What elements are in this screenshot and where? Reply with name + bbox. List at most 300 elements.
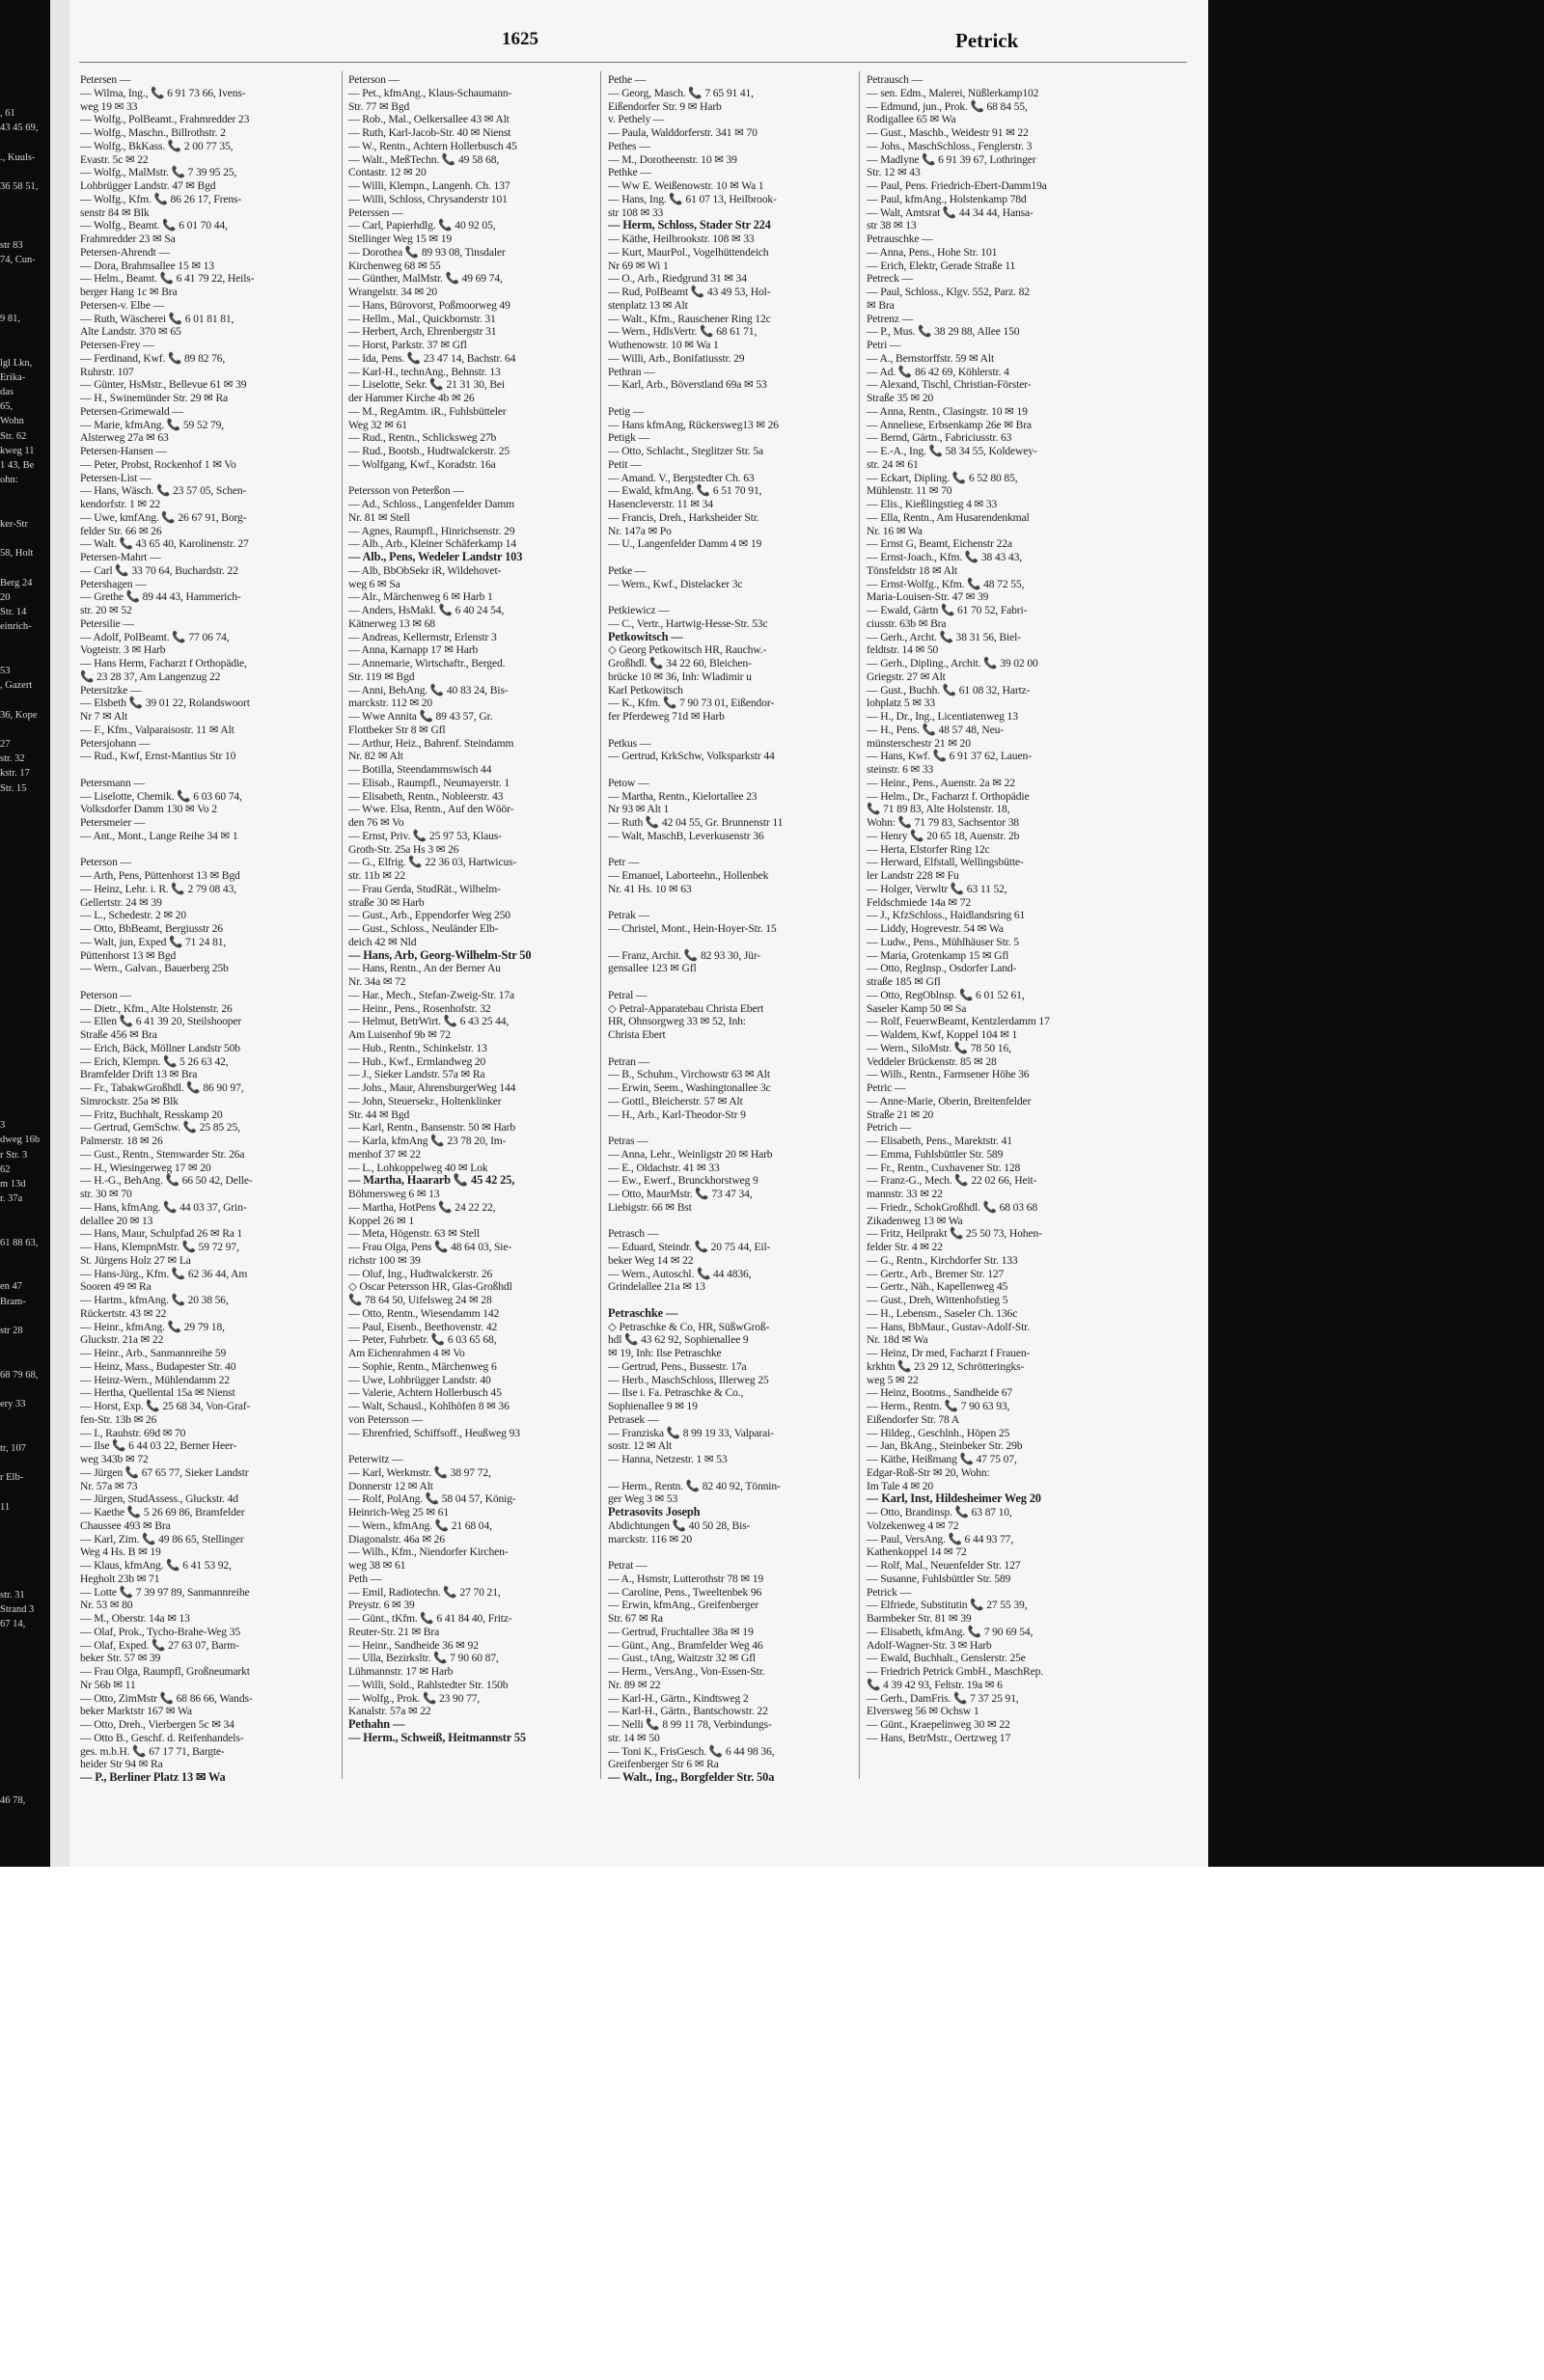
directory-entry-line: — Jürgen 📞 67 65 77, Sieker Landstr	[80, 1465, 249, 1479]
margin-fragment: 65,	[0, 401, 14, 413]
directory-entry-line	[608, 936, 861, 949]
margin-fragment: 11	[0, 1501, 11, 1513]
directory-entry-line: Petrasek —	[608, 1412, 659, 1426]
directory-entry-line: — B., Schuhm., Virchowstr 63 ✉ Alt	[608, 1068, 770, 1081]
directory-entry-line: Petersen-v. Elbe —	[80, 298, 165, 312]
directory-entry-line: — Amand. V., Bergstedter Ch. 63	[608, 471, 755, 484]
directory-entry-line: — Ferdinand, Kwf. 📞 89 82 76,	[80, 351, 226, 365]
directory-entry-line: — Dietr., Kfm., Alte Holstenstr. 26	[80, 1001, 233, 1015]
margin-fragment	[0, 2248, 50, 2262]
directory-entry-line: — Alexand, Tischl, Christian-Förster-	[867, 378, 1032, 392]
directory-entry-line: v. Pethely —	[608, 113, 665, 126]
margin-fragment: en 47	[0, 1281, 23, 1293]
directory-entry-line: Petersen-Mahrt —	[80, 551, 161, 563]
directory-column-2	[348, 73, 601, 1773]
margin-fragment	[0, 943, 50, 957]
directory-entry-line: — Gust., Dreh, Wittenhofstieg 5	[867, 1294, 1008, 1306]
margin-fragment: ker-Str	[0, 518, 28, 530]
directory-entry-line: straße 185 ✉ Gfl	[867, 975, 941, 988]
right-scan-border	[1208, 0, 1544, 1867]
directory-entry-line: — Har., Mech., Stefan-Zweig-Str. 17a	[348, 988, 515, 1001]
margin-fragment	[0, 2189, 50, 2203]
directory-entry-line: str. 14 ✉ 50	[608, 1731, 660, 1744]
directory-entry-line	[80, 763, 333, 777]
directory-entry-line: — Alb, BbObSekr iR, Wildehovet-	[348, 563, 502, 577]
directory-entry-line: — Otto, ZimMstr 📞 68 86 66, Wands-	[80, 1691, 253, 1705]
directory-entry-line: Peterssen —	[348, 205, 403, 219]
directory-entry-line: — Eckart, Dipling. 📞 6 52 80 85,	[867, 471, 1018, 484]
directory-entry-line: — G., Rentn., Kirchdorfer Str. 133	[867, 1253, 1018, 1267]
directory-entry-line	[348, 472, 601, 485]
directory-entry-line: — Madlyne 📞 6 91 39 67, Lothringer	[867, 152, 1036, 166]
margin-fragment: ohn:	[0, 475, 18, 486]
directory-entry-line: Petrasch —	[608, 1227, 659, 1241]
directory-entry-line: — Herbert, Arch, Ehrenbergstr 31	[348, 325, 497, 339]
margin-fragment	[0, 810, 50, 825]
margin-fragment	[0, 855, 50, 869]
directory-entry-line: — Rud., Kwf, Ernst-Mantius Str 10	[80, 750, 236, 763]
directory-entry-line	[608, 843, 861, 857]
directory-entry-line: ✉ Bra	[867, 298, 895, 312]
margin-fragment	[0, 693, 50, 707]
margin-fragment	[0, 1676, 50, 1690]
directory-entry-line	[80, 843, 333, 857]
margin-fragment: 68 79 68,	[0, 1369, 39, 1381]
directory-entry-line: — Olaf, Exped. 📞 27 63 07, Barm-	[80, 1638, 239, 1652]
margin-fragment: dweg 16b	[0, 1135, 41, 1146]
directory-entry-line: — Herm., Rentn. 📞 7 90 63 93,	[867, 1400, 1010, 1412]
margin-fragment	[0, 1456, 50, 1470]
directory-entry-line: Gluckstr. 21a ✉ 22	[80, 1333, 164, 1347]
margin-fragment: 3	[0, 1120, 6, 1132]
directory-entry-line: Kirchenweg 68 ✉ 55	[348, 259, 441, 272]
margin-fragment: 43 45 69,	[0, 123, 39, 134]
directory-entry-line: richstr 100 ✉ 39	[348, 1253, 421, 1267]
directory-entry-line: Simrockstr. 25a ✉ Blk	[80, 1094, 179, 1108]
directory-entry-line: — Liselotte, Sekr. 📞 21 31 30, Bei	[348, 378, 505, 392]
directory-entry-line: Petrauschke —	[867, 233, 933, 245]
margin-fragment	[0, 561, 50, 576]
directory-entry-line: — Emil, Radiotechn. 📞 27 70 21,	[348, 1585, 501, 1599]
directory-entry-line: Am Eichenrahmen 4 ✉ Vo	[348, 1347, 465, 1359]
directory-entry-line: — Hub., Rentn., Schinkelstr. 13	[348, 1041, 487, 1054]
directory-entry-line: Petershagen —	[80, 577, 147, 590]
margin-fragment	[0, 649, 50, 664]
margin-fragment	[0, 1016, 50, 1030]
directory-entry-line: marckstr. 112 ✉ 20	[348, 697, 433, 710]
directory-entry-line: — Franziska 📞 8 99 19 33, Valparai-	[608, 1426, 774, 1439]
directory-entry-line: beker Str. 57 ✉ 39	[80, 1652, 161, 1665]
directory-column-1	[80, 73, 333, 1784]
directory-entry-line: — Hans, Maur, Schulpfad 26 ✉ Ra 1	[80, 1227, 243, 1241]
directory-entry-line: — Horst, Exp. 📞 25 68 34, Von-Graf-	[80, 1400, 251, 1412]
directory-entry-line: Eißendorfer Str. 78 A	[867, 1412, 960, 1426]
directory-column-4	[867, 73, 1119, 1773]
directory-entry-line: — Jürgen, StudAssess., Gluckstr. 4d	[80, 1492, 238, 1506]
directory-entry-line: — Wilh., Kfm., Niendorfer Kirchen-	[348, 1546, 509, 1559]
directory-entry-line: Petral —	[608, 988, 648, 1001]
directory-entry-line: Sooren 49 ✉ Ra	[80, 1280, 152, 1294]
directory-entry-line: — Gust., Maschb., Weidestr 91 ✉ 22	[867, 126, 1029, 139]
directory-entry-line: — Karl, Arb., Böverstland 69a ✉ 53	[608, 378, 767, 392]
directory-entry-line: — Ewald, Gärtn 📞 61 70 52, Fabri-	[867, 604, 1028, 616]
margin-fragment	[0, 884, 50, 898]
directory-entry-line: Str. 12 ✉ 43	[867, 166, 921, 179]
margin-fragment	[0, 1309, 50, 1324]
directory-entry-line: — Hans, kfmAng. 📞 44 03 37, Grin-	[80, 1200, 247, 1214]
directory-entry-line: — Otto, Brandinsp. 📞 63 87 10,	[867, 1506, 1012, 1518]
directory-entry-line	[608, 1294, 861, 1307]
directory-entry-line: Petersjohann —	[80, 736, 151, 750]
directory-entry-line: Elversweg 56 ✉ Ochsw 1	[867, 1705, 979, 1718]
directory-entry-line: — Rud, PolBeamt 📞 43 49 53, Hol-	[608, 286, 771, 298]
directory-entry-line: Petke —	[608, 563, 647, 577]
margin-fragment	[0, 1250, 50, 1265]
directory-entry-line: — Ernst-Wolfg., Kfm. 📞 48 72 55,	[867, 577, 1025, 590]
directory-entry-line: str. 20 ✉ 52	[80, 604, 132, 616]
margin-fragment	[0, 1851, 50, 1866]
margin-fragment: 9 81,	[0, 314, 20, 325]
directory-entry-line: — Paul, VersAng. 📞 6 44 93 77,	[867, 1532, 1014, 1546]
margin-fragment	[0, 1837, 50, 1851]
directory-entry-line: str 108 ✉ 33	[608, 205, 664, 219]
directory-entry-line: — Johs., MaschSchloss., Fenglerstr. 3	[867, 139, 1033, 152]
directory-entry-line: — Elisab., Raumpfl., Neumayerstr. 1	[348, 776, 510, 789]
directory-entry-line: Barmbeker Str. 81 ✉ 39	[867, 1612, 972, 1625]
margin-fragment	[0, 839, 50, 854]
directory-entry-line: — Anna, Karnapp 17 ✉ Harb	[348, 643, 479, 657]
directory-entry-line: — M., Oberstr. 14a ✉ 13	[80, 1612, 190, 1625]
directory-entry-line: — Ernst, Priv. 📞 25 97 53, Klaus-	[348, 829, 502, 842]
margin-fragment	[0, 971, 50, 986]
margin-fragment	[0, 723, 50, 737]
margin-fragment	[0, 1045, 50, 1059]
margin-fragment	[0, 1206, 50, 1220]
directory-entry-line: — Paul, kfmAng., Holstenkamp 78d	[867, 192, 1027, 205]
margin-fragment	[0, 1411, 50, 1426]
directory-entry-line: weg 343b ✉ 72	[80, 1453, 149, 1465]
directory-entry-line: — Elisabeth, Pens., Marektstr. 41	[867, 1135, 1012, 1147]
directory-entry-line: — Alr., Märchenweg 6 ✉ Harb 1	[348, 590, 493, 604]
margin-fragment	[0, 986, 50, 1000]
margin-fragment	[0, 2218, 50, 2232]
directory-entry-line: — Sophie, Rentn., Märchenweg 6	[348, 1359, 497, 1373]
directory-entry-line: — Frau Olga, Pens 📞 48 64 03, Sie-	[348, 1241, 512, 1253]
directory-entry-line: Lohbrügger Landstr. 47 ✉ Bgd	[80, 179, 216, 192]
directory-entry-line: — M., RegAmtm. iR., Fuhlsbütteler	[348, 404, 507, 418]
directory-entry-line: Kathenkoppel 14 ✉ 72	[867, 1546, 967, 1559]
directory-entry-line: — Hans, Arb, Georg-Wilhelm-Str 50	[348, 947, 532, 962]
directory-entry-line: — H., Swinemünder Str. 29 ✉ Ra	[80, 392, 229, 404]
directory-entry-line: Alsterweg 27a ✉ 63	[80, 431, 169, 445]
margin-fragment	[0, 224, 50, 238]
directory-entry-line: — Wolfgang, Kwf., Koradstr. 16a	[348, 457, 496, 471]
directory-entry-line: — Ant., Mont., Lange Reihe 34 ✉ 1	[80, 829, 238, 842]
directory-entry-line: — Carl 📞 33 70 64, Buchardstr. 22	[80, 563, 238, 577]
header-rule	[79, 62, 1187, 63]
directory-entry-line: — Heinr., Sandheide 36 ✉ 92	[348, 1638, 479, 1652]
directory-entry-line: — Franz-G., Mech. 📞 22 02 66, Heit-	[867, 1174, 1037, 1188]
directory-entry-line: münsterschestr 21 ✉ 20	[867, 736, 971, 750]
directory-entry-line: ◇ Petraschke & Co, HR, SüßwGroß-	[608, 1320, 770, 1333]
directory-entry-line: — U., Langenfelder Damm 4 ✉ 19	[608, 537, 762, 551]
directory-entry-line: — Wolfg., BkKass. 📞 2 00 77 35,	[80, 139, 234, 152]
directory-entry-line: — John, Steuersekr., Holtenklinker	[348, 1094, 502, 1108]
directory-entry-line: Nr. 57a ✉ 73	[80, 1479, 138, 1492]
directory-entry-line: Nr. 34a ✉ 72	[348, 975, 406, 988]
directory-entry-line: — Wolfg., Kfm. 📞 86 26 17, Frens-	[80, 192, 242, 205]
directory-entry-line: — Kaethe 📞 5 26 69 86, Bramfelder	[80, 1506, 245, 1518]
directory-entry-line: Groth-Str. 25a Hs 3 ✉ 26	[348, 842, 459, 856]
directory-entry-line	[608, 1466, 861, 1480]
margin-fragment	[0, 1544, 50, 1558]
directory-entry-line: ◇ Georg Petkowitsch HR, Rauchw.-	[608, 643, 767, 657]
margin-fragment	[0, 913, 50, 927]
directory-entry-line: — M., Dorotheenstr. 10 ✉ 39	[608, 152, 737, 166]
directory-entry-line: — Ida, Pens. 📞 23 47 14, Bachstr. 64	[348, 351, 516, 365]
margin-fragment: 1 43, Be	[0, 460, 35, 472]
directory-entry-line: — P., Mus. 📞 38 29 88, Allee 150	[867, 325, 1020, 339]
margin-fragment	[0, 1720, 50, 1735]
margin-fragment	[0, 1749, 50, 1764]
margin-fragment: str 28	[0, 1326, 23, 1337]
directory-entry-line: Pethe —	[608, 73, 647, 86]
directory-entry-line: Großhdl. 📞 34 22 60, Bleichen-	[608, 657, 752, 670]
margin-fragment	[0, 1661, 50, 1676]
directory-entry-line: ger Weg 3 ✉ 53	[608, 1492, 678, 1506]
directory-entry-line: ✉ 19, Inh: Ilse Petraschke	[608, 1347, 722, 1359]
margin-fragment: Str. 62	[0, 430, 27, 442]
directory-entry-line: Abdichtungen 📞 40 50 28, Bis-	[608, 1518, 751, 1532]
directory-entry-line: — Valerie, Achtern Hollerbusch 45	[348, 1386, 502, 1400]
directory-entry-line: 📞 4 39 42 93, Feltstr. 19a ✉ 6	[867, 1678, 1003, 1691]
margin-fragment	[0, 2307, 50, 2321]
directory-entry-line: — Wolfg., Maschn., Billrothstr. 2	[80, 126, 226, 139]
directory-entry-line: Weg 4 Hs. B ✉ 19	[80, 1546, 161, 1559]
directory-entry-line: steinstr. 6 ✉ 33	[867, 763, 934, 776]
directory-entry-line: — Karl-H., technAng., Behnstr. 13	[348, 365, 501, 378]
directory-entry-line: — Helm., Dr., Facharzt f. Orthopädie	[867, 789, 1030, 803]
margin-fragment	[0, 1778, 50, 1792]
directory-entry-line: — Botilla, Steendammswisch 44	[348, 763, 492, 776]
margin-fragment	[0, 1030, 50, 1045]
directory-entry-line	[608, 1215, 861, 1228]
margin-fragment	[0, 1735, 50, 1749]
directory-entry-line: fer Pferdeweg 71d ✉ Harb	[608, 710, 725, 723]
directory-entry-line: Petersilie —	[80, 616, 134, 630]
directory-entry-line: Vogteistr. 3 ✉ Harb	[80, 643, 166, 657]
directory-entry-line: Petrenz —	[867, 312, 913, 325]
margin-fragment	[0, 1426, 50, 1440]
directory-entry-line: — Marie, kfmAng. 📞 59 52 79,	[80, 418, 225, 431]
directory-entry-line: Wrangelstr. 34 ✉ 20	[348, 286, 438, 298]
margin-fragment	[0, 1764, 50, 1778]
margin-fragment: Erika-	[0, 371, 26, 383]
directory-entry-line: — Toni K., FrisGesch. 📞 6 44 98 36,	[608, 1744, 775, 1758]
directory-entry-line: — Hans, BbMaur., Gustav-Adolf-Str.	[867, 1320, 1031, 1333]
directory-entry-line: Hegholt 23b ✉ 71	[80, 1572, 160, 1585]
directory-entry-line: hdl 📞 43 62 92, Sophienallee 9	[608, 1333, 749, 1347]
directory-entry-line: — Hans, Bürovorst, Poßmoorweg 49	[348, 298, 510, 312]
directory-entry-line: Böhmersweg 6 ✉ 13	[348, 1188, 440, 1200]
margin-fragment	[0, 341, 50, 355]
directory-entry-line: Petow —	[608, 776, 649, 789]
directory-entry-line: — Walt, MaschB, Leverkusenstr 36	[608, 829, 764, 842]
directory-entry-line: — H., Pens. 📞 48 57 48, Neu-	[867, 723, 1004, 736]
directory-entry-line: — Kurt, MaurPol., Vogelhüttendeich	[608, 245, 769, 259]
directory-entry-line: felder Str. 66 ✉ 26	[80, 524, 162, 537]
margin-fragment: 62	[0, 1163, 11, 1175]
directory-entry-line: Petersen —	[80, 73, 131, 86]
directory-entry-line: — Caroline, Pens., Tweeltenbek 96	[608, 1585, 762, 1599]
margin-fragment: , Gazert	[0, 680, 33, 692]
directory-entry-line: — Gust., tAng, Waitzstr 32 ✉ Gfl	[608, 1652, 756, 1665]
directory-entry-line: — Otto B., Geschf. d. Reifenhandels-	[80, 1731, 244, 1744]
directory-entry-line: — Hans Herm, Facharzt f Orthopädie,	[80, 657, 247, 670]
margin-fragment	[0, 2336, 50, 2350]
directory-entry-line: — Gust., Schloss., Neuländer Elb-	[348, 922, 499, 935]
margin-fragment: r Elb-	[0, 1472, 24, 1484]
directory-entry-line: Nr. 89 ✉ 22	[608, 1678, 661, 1691]
directory-entry-line: 📞 71 89 83, Alte Holstenstr. 18,	[867, 803, 1010, 816]
directory-entry-line: — L., Lohkoppelweg 40 ✉ Lok	[348, 1161, 488, 1174]
directory-entry-line: — Anna, Rentn., Clasingstr. 10 ✉ 19	[867, 404, 1028, 418]
directory-entry-line	[608, 1042, 861, 1055]
directory-entry-line: — Friedr., SchokGroßhdl. 📞 68 03 68	[867, 1200, 1037, 1214]
directory-entry-line: Str. 77 ✉ Bgd	[348, 99, 410, 113]
margin-fragment: ery 33	[0, 1399, 26, 1410]
margin-fragment: 36, Kope	[0, 709, 38, 721]
directory-entry-line: Flottbeker Str 8 ✉ Gfl	[348, 723, 446, 736]
directory-entry-line: — Elisabeth, kfmAng. 📞 7 90 69 54,	[867, 1625, 1034, 1638]
directory-entry-line: Petkowitsch —	[608, 629, 683, 643]
directory-entry-line: — Waldem, Kwf, Koppel 104 ✉ 1	[867, 1028, 1018, 1041]
directory-entry-line: — Paula, Walddorferstr. 341 ✉ 70	[608, 126, 758, 139]
margin-fragment: 53	[0, 665, 11, 676]
directory-entry-line: — Martha, HotPens 📞 24 22 22,	[348, 1200, 496, 1214]
directory-entry-line: Str. 44 ✉ Bgd	[348, 1108, 410, 1121]
directory-entry-line: — Fr., TabakwGroßhdl. 📞 86 90 97,	[80, 1081, 244, 1094]
directory-entry-line: — Hellm., Mal., Quickbornstr. 31	[348, 312, 496, 325]
directory-entry-line: — Frau Olga, Raumpfl, Großneumarkt	[80, 1665, 250, 1678]
margin-fragment: Berg 24	[0, 577, 33, 588]
margin-fragment	[0, 1001, 50, 1016]
directory-entry-line: — Horst, Parkstr. 37 ✉ Gfl	[348, 339, 467, 351]
margin-fragment	[0, 957, 50, 971]
directory-entry-line: — Gertr., Näh., Kapellenweg 45	[867, 1280, 1008, 1294]
margin-fragment	[0, 2101, 50, 2116]
directory-entry-line: Kanalstr. 57a ✉ 22	[348, 1705, 431, 1718]
directory-entry-line: mannstr. 33 ✉ 22	[867, 1188, 943, 1200]
directory-entry-line: Stellinger Weg 15 ✉ 19	[348, 233, 453, 245]
directory-entry-line: Tönsfeldstr 18 ✉ Alt	[867, 563, 957, 577]
directory-entry-line: Petersmeier —	[80, 816, 146, 829]
directory-entry-line: — Liddy, Hogrevestr. 54 ✉ Wa	[867, 922, 1004, 935]
directory-entry-line: — Ella, Rentn., Am Husarendenkmal	[867, 510, 1030, 524]
margin-fragment	[0, 1647, 50, 1661]
margin-fragment	[0, 869, 50, 884]
directory-entry-line: Bramfelder Drift 13 ✉ Bra	[80, 1068, 198, 1081]
directory-entry-line: Diagonalstr. 46a ✉ 26	[348, 1532, 445, 1546]
margin-fragment	[0, 2291, 50, 2306]
directory-entry-line: — Elis., Kießlingstieg 4 ✉ 33	[867, 498, 998, 510]
directory-entry-line	[80, 975, 333, 989]
directory-entry-line: — Walt. 📞 43 65 40, Karolinenstr. 27	[80, 537, 249, 551]
directory-entry-line: Christa Ebert	[608, 1028, 666, 1041]
margin-fragment	[0, 1558, 50, 1573]
directory-entry-line: Petersen-Grimewald —	[80, 404, 183, 418]
margin-fragment	[0, 2277, 50, 2291]
directory-entry-line: Nr. 81 ✉ Stell	[348, 510, 410, 524]
directory-entry-line: — Helmut, BetrWirt. 📞 6 43 25 44,	[348, 1015, 510, 1028]
directory-entry-line: berger Hang 1c ✉ Bra	[80, 286, 178, 298]
directory-entry-line	[608, 392, 861, 405]
previous-page-margin	[0, 92, 50, 1806]
directory-entry-line: — Anneliese, Erbsenkamp 26e ✉ Bra	[867, 418, 1032, 431]
directory-entry-line: — Elsbeth 📞 39 01 22, Rolandswoort	[80, 697, 250, 710]
directory-entry-line: Petkiewicz —	[608, 604, 670, 616]
directory-entry-line: fen-Str. 13b ✉ 26	[80, 1412, 157, 1426]
directory-entry-line: — Franz, Archit. 📞 82 93 30, Jür-	[608, 948, 761, 962]
directory-entry-line: — Erich, Klempn. 📞 5 26 63 42,	[80, 1054, 229, 1068]
directory-entry-line: Eißendorfer Str. 9 ✉ Harb	[608, 99, 722, 113]
directory-entry-line: — H., Arb., Karl-Theodor-Str 9	[608, 1108, 746, 1121]
directory-entry-line: Petran —	[608, 1054, 649, 1068]
directory-entry-line: — Walt, Amtsrat 📞 44 34 44, Hansa-	[867, 205, 1034, 219]
directory-entry-line: — Pet., kfmAng., Klaus-Schaumann-	[348, 86, 512, 99]
margin-fragment: m 13d	[0, 1179, 26, 1190]
directory-entry-line: Evastr. 5c ✉ 22	[80, 152, 149, 166]
directory-entry-line: — Hans, KlempnMstr. 📞 59 72 97,	[80, 1241, 239, 1253]
directory-entry-line: Nr 56b ✉ 11	[80, 1678, 136, 1691]
directory-entry-line: — Emma, Fuhlsbüttler Str. 589	[867, 1147, 1004, 1161]
directory-entry-line: — Herb., MaschSchloss, Illerweg 25	[608, 1373, 769, 1386]
directory-entry-line: — Hans, Kwf. 📞 6 91 37 62, Lauen-	[867, 750, 1032, 763]
margin-fragment	[0, 825, 50, 839]
directory-entry-line: str 38 ✉ 13	[867, 219, 917, 233]
directory-entry-line: — Arthur, Heiz., Bahrenf. Steindamm	[348, 736, 514, 750]
directory-entry-line: — Willi, Sold., Rahlstedter Str. 150b	[348, 1678, 509, 1691]
directory-entry-line: Volksdorfer Damm 130 ✉ Vo 2	[80, 803, 217, 816]
margin-fragment	[0, 796, 50, 810]
directory-entry-line	[608, 590, 861, 604]
directory-entry-line: Koppel 26 ✉ 1	[348, 1214, 414, 1227]
directory-entry-line: — Gerh., Dipling., Archit. 📞 39 02 00	[867, 657, 1038, 670]
directory-entry-line: — Alb., Arb., Kleiner Schäferkamp 14	[348, 537, 516, 551]
directory-entry-line: Petras —	[608, 1135, 648, 1147]
directory-entry-line: — Günther, MalMstr. 📞 49 69 74,	[348, 272, 503, 286]
directory-entry-line: — Gottl., Bleicherstr. 57 ✉ Alt	[608, 1094, 743, 1108]
directory-entry-line: str. 11b ✉ 22	[348, 869, 405, 882]
directory-entry-line: — Grethe 📞 89 44 43, Hammerich-	[80, 590, 241, 604]
directory-entry-line: — Friedrich Petrick GmbH., MaschRep.	[867, 1665, 1043, 1678]
directory-entry-line: — Dora, Brahmsallee 15 ✉ 13	[80, 259, 214, 272]
directory-entry-line: Nr 93 ✉ Alt 1	[608, 803, 670, 816]
directory-entry-line: krkhtn 📞 23 29 12, Schrötteringks-	[867, 1359, 1025, 1373]
margin-fragment: r. 37a	[0, 1193, 23, 1205]
directory-entry-line: — Georg, Masch. 📞 7 65 91 41,	[608, 86, 754, 99]
directory-entry-line: — Anna, Pens., Hohe Str. 101	[867, 245, 998, 259]
directory-entry-line: Straße 456 ✉ Bra	[80, 1028, 157, 1041]
directory-entry-line: Preystr. 6 ✉ 39	[348, 1599, 415, 1612]
directory-entry-line: Petig —	[608, 404, 645, 418]
directory-entry-line: St. Jürgens Holz 27 ✉ La	[80, 1253, 191, 1267]
directory-entry-line: — Walt, jun, Exped 📞 71 24 81,	[80, 935, 227, 948]
directory-entry-line: — Günt., Kraepelinweg 30 ✉ 22	[867, 1718, 1010, 1731]
directory-entry-line: — Gertrud, GemSchw. 📞 25 85 25,	[80, 1121, 240, 1135]
directory-entry-line: Peterwitz —	[348, 1453, 403, 1465]
directory-entry-line: — Carl, Papierhdlg. 📞 40 92 05,	[348, 219, 496, 233]
